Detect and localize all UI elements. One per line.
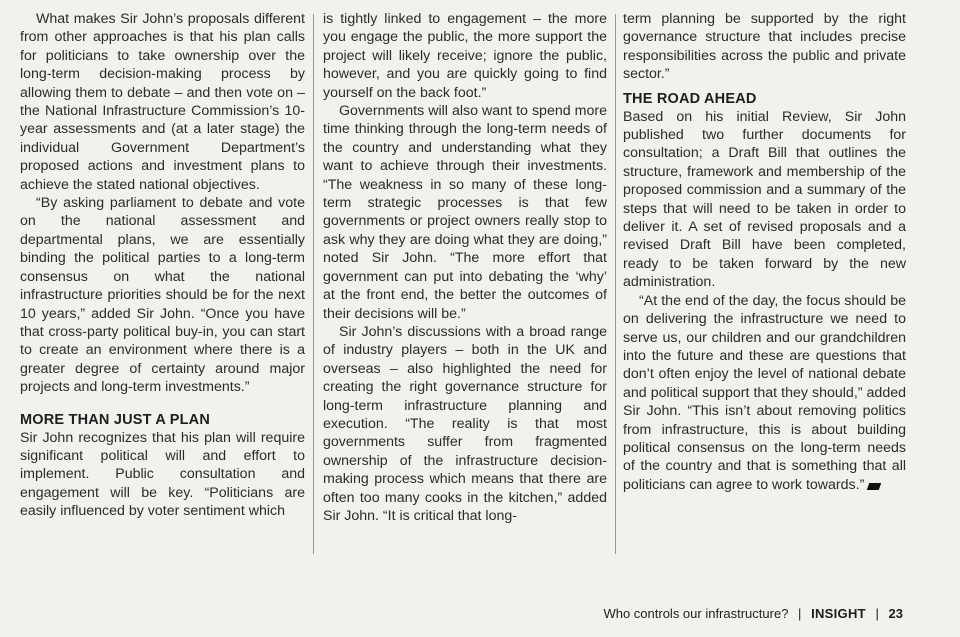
section-heading: THE ROAD AHEAD <box>623 90 757 107</box>
text-column-1 <box>20 10 305 521</box>
footer-separator: | <box>798 606 802 621</box>
section-heading: MORE THAN JUST A PLAN <box>20 411 211 428</box>
footer-article-title: Who controls our infrastructure? <box>603 606 789 621</box>
footer-separator: | <box>875 606 879 621</box>
column-divider <box>615 14 616 554</box>
paragraph: Sir John recognizes that his plan will require significant political will and effort to implement. Public consultation and engagement will be key. “Politicians are easily influenced by voter sentiment which <box>20 429 305 520</box>
closing-paragraph <box>623 292 906 494</box>
paragraph: Based on his initial Review, Sir John published two further documents for consultation; a Draft Bill that outlines the structure, framework and membership of the proposed commission and a summary of the steps that will need to be taken in order to deliver it. A set of revised proposals and a revised Draft Bill have been completed, ready to be taken forward by the new administration. <box>623 108 906 291</box>
paragraph: “By asking parliament to debate and vote on the national assessment and departmental plans, we are essentially binding the political parties to a long-term consensus on what the national infrastructure priorities should be for the next 10 years,” added Sir John. “Once you have that cross-party political buy-in, you can start to create an environment where there is a greater degree of certainty around major projects and long-term investments.” <box>20 195 305 396</box>
page-number: 23 <box>888 606 903 621</box>
column-divider <box>313 14 314 554</box>
text-column-2 <box>323 10 607 525</box>
paragraph-text: “At the end of the day, the focus should be on delivering the infrastructure we need to serve us, our children and our grandchildren into the future and these are questions that don’t often enjoy the level of national debate and political support that they should,” added Sir John. “This isn’t about removing politics from infrastructure, this is about building political consensus on the long-term needs of the country and that is something that all politicians can agree to work towards.” <box>623 292 906 493</box>
fine-print-strip <box>85 630 855 637</box>
paragraph: term planning be supported by the right governance structure that includes precise responsibilities across the public and private sector.” <box>623 11 906 83</box>
paragraph: Governments will also want to spend more time thinking through the long-term needs of the country and understanding what they want to achieve through their investments. “The weakness in so many of these long-term strategic processes is that few governments or project owners really stop to ask why they are doing what they are doing,” noted Sir John. “The more effort that government can put into debating the ‘why’ at the front end, the better the outcomes of their decisions will be.” <box>323 103 607 322</box>
text-column-3 <box>623 10 906 494</box>
page-footer <box>603 606 903 621</box>
paragraph: What makes Sir John’s proposals different from other approaches is that his plan calls for politicians to take ownership over the long-term decision-making process by allowing them to debate – and then vote on – the National Infrastructure Commission’s 10-year assessments and (at a later stage) the individual Government Department’s proposed actions and investment plans to achieve the stated national objectives. <box>20 11 305 193</box>
footer-section-name: INSIGHT <box>811 606 866 621</box>
paragraph: Sir John’s discussions with a broad range of industry players – both in the UK and overseas – also highlighted the need for creating the right governance structure for long-term infrastructure planning and execution. “The reality is that most governments suffer from fragmented ownership of the infrastructure decision-making process which means that there are often too many cooks in the kitchen,” added Sir John. “It is critical that long- <box>323 323 607 524</box>
end-of-article-mark-icon <box>867 483 882 490</box>
paragraph: is tightly linked to engagement – the more you engage the public, the more support the project will likely receive; ignore the public, however, and you are quickly going to find yourself on the back foot.” <box>323 11 607 101</box>
